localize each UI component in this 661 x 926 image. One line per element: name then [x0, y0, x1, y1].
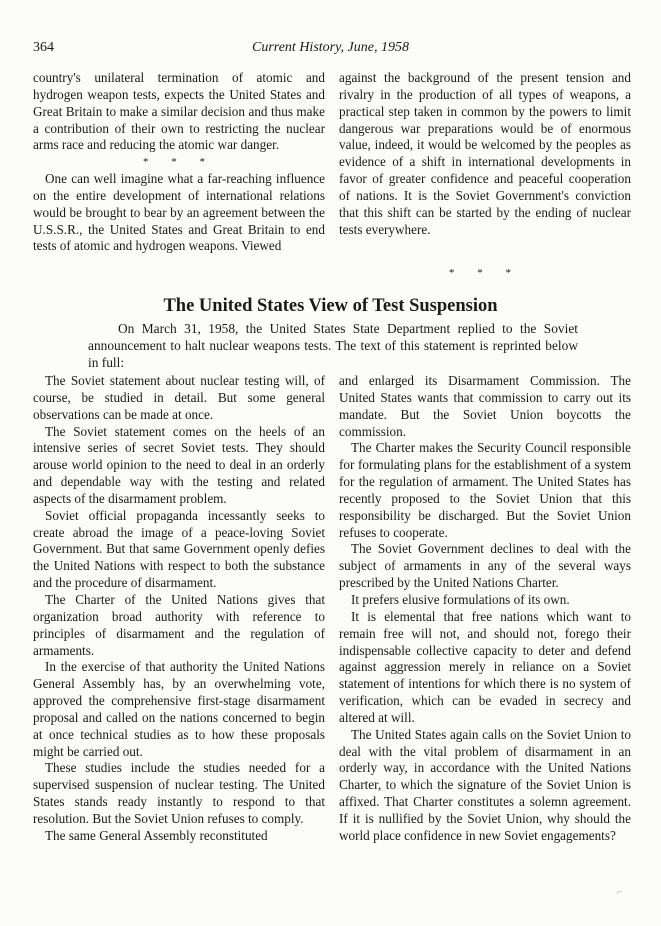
intro-paragraph: On March 31, 1958, the United States State Department replied to the Soviet announcement to halt nuclear weapons tests. The text of this statement is reprinted below in full: [88, 321, 578, 370]
top-left-column [33, 70, 325, 255]
article-left-column [33, 373, 325, 845]
top-right-column [339, 70, 631, 238]
article-right-column [339, 373, 631, 845]
paragraph: The Charter of the United Nations gives that organization broad authority with reference to principles of disarmament and the regulation of armaments. [33, 591, 325, 658]
paragraph: It prefers elusive formulations of its own. [351, 591, 570, 607]
paragraph: The Soviet Government declines to deal with the subject of armaments in any of the several ways prescribed by the United Nations Charter. [339, 541, 631, 591]
paragraph: The Soviet statement comes on the heels of an intensive series of secret Soviet tests. They should arouse world opinion to the need to deal in an orderly and dependable way with the testing and related aspects of the disarmament problem. [33, 423, 325, 506]
paragraph: One can well imagine what a far-reaching influence on the entire development of international relations would be brought to bear by an agreement between the U.S.S.R., the United States and Great Britain to end tests of atomic and hydrogen weapons. Viewed [33, 171, 325, 254]
paragraph: The same General Assembly reconstituted [45, 827, 268, 843]
paragraph: In the exercise of that authority the United Nations General Assembly has, by an overwhelming vote, approved the comprehensive first-stage disarmament proposal and called on the nations concerned to begin at once technical studies as to how these proposals might be carried out. [33, 659, 325, 759]
running-title: Current History, June, 1958 [252, 40, 409, 55]
section-separator: * * * [143, 156, 215, 169]
paragraph: Soviet official propaganda incessantly seeks to create abroad the image of a peace-loving Soviet Government. But that same Government openly defies the United Nations with respect to both the substance and the procedure of disarmament. [33, 507, 325, 591]
paragraph: country's unilateral termination of atomic and hydrogen weapon tests, expects the United States and Great Britain to make a similar decision and thus make a contribution of their own to restricting the nuclear arms race and reducing the atomic war danger. [33, 70, 325, 153]
paragraph: The Charter makes the Security Council responsible for formulating plans for the establishment of a system for the regulation of armament. The United States has recently proposed to the Soviet Union that this responsibility be discharged. But the Soviet Union refuses to cooperate. [339, 440, 631, 540]
article-headline: The United States View of Test Suspension [163, 296, 498, 316]
paragraph: and enlarged its Disarmament Commission. The United States wants that commission to carry out its mandate. But the Soviet Union boycotts the commission. [339, 373, 631, 439]
paragraph: The United States again calls on the Soviet Union to deal with the vital problem of disarmament in an orderly way, in accordance with the United Nations Charter, to which the signature of the Soviet Union is affixed. That Charter constitutes a solemn agreement. If it is nullified by the Soviet Union, why should the world place confidence in new Soviet engagements? [339, 726, 631, 843]
scan-mark: ⌐ [617, 887, 623, 898]
section-separator: * * * [449, 267, 521, 279]
page-number: 364 [33, 40, 54, 55]
article-intro [88, 321, 578, 372]
paragraph: The Soviet statement about nuclear testing will, of course, be studied in detail. But some general observations can be made at once. [33, 373, 325, 422]
paragraph: It is elemental that free nations which want to remain free will not, and should not, forego their indispensable collective capacity to deter and defend against aggression merely in reliance on a Soviet statement of intentions for which there is no system of verification, which can be evaded in secrecy and altered at will. [339, 608, 631, 725]
paragraph: against the background of the present tension and rivalry in the production of all types of weapons, a practical step taken in common by the powers to limit dangerous war preparations would be of enormous value, indeed, it would be welcomed by the peoples as evidence of a shift in international developments in favor of greater confidence and peaceful cooperation of nations. It is the Soviet Government's conviction that this shift can be started by the ending of nuclear tests everywhere. [339, 70, 631, 237]
paragraph: These studies include the studies needed for a supervised suspension of nuclear testing. The United States stands ready instantly to respond to that resolution. But the Soviet Union refuses to comply. [33, 760, 325, 826]
